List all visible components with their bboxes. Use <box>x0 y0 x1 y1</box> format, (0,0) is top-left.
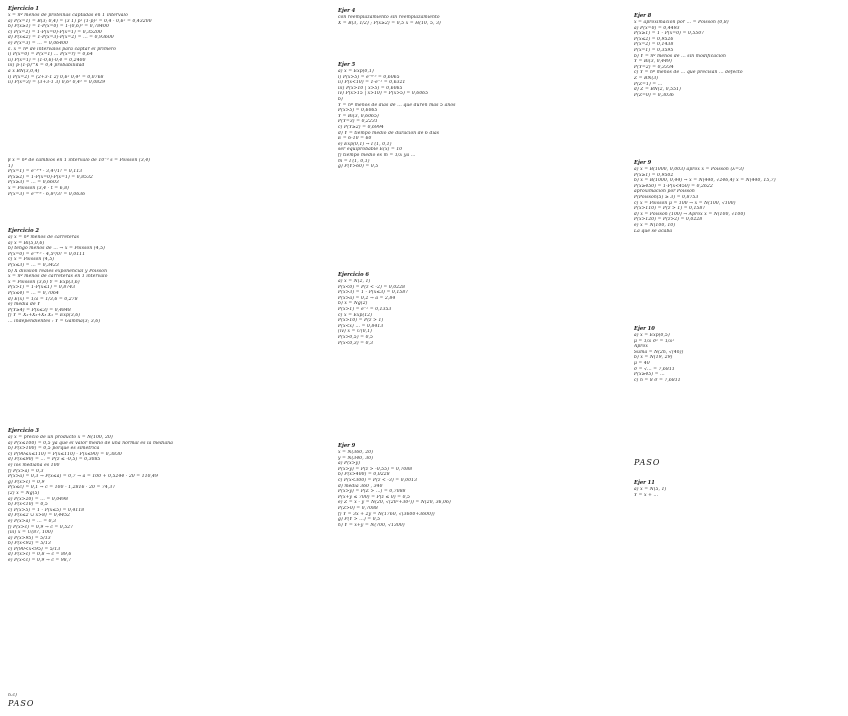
note-line: P(Z=0) = 0,3036 <box>634 92 674 98</box>
note-line: ii) P(x=1) = (1-0,6)·0,4 = 0,2400 <box>8 57 86 63</box>
note-line: P(x≥1) = 0,9502 <box>634 172 674 178</box>
exercise-block <box>8 158 308 197</box>
note-line: a) x = N(5, 1) <box>634 487 667 492</box>
exercise-block <box>8 6 308 86</box>
note-line: P(x≥1) = 1 - P(x=0) = 0,5507 <box>634 31 705 37</box>
note-line: P(Z>0) = 0,7088 <box>338 505 378 511</box>
note-line: P(x=0) = e⁻⁴'⁵ · 4,5⁰/0! = 0,0111 <box>8 251 86 257</box>
note-line: d) P(x>c) = 0,8 → c = 89,6 <box>8 552 72 558</box>
note-line: iii) p·(1-p)^k = 0,4 probabilidad <box>8 63 85 69</box>
note-line: d) Y = tiempo medio de duración de 6 días <box>338 130 440 136</box>
note-line: P(x≤2) = 0,9526 <box>634 36 674 42</box>
note-line: (iii) x = U(87, 100) <box>8 530 53 536</box>
note-line: P(x>y) = P(Z > ...) = 0,7088 <box>338 489 406 495</box>
note-line: f) P(x>a) = 0,3 <box>8 468 44 474</box>
exercise-heading: Ejer 8 <box>634 13 652 19</box>
note-line: x = nº menos de proteinas captadas en 1 intervalo <box>8 13 128 18</box>
note-line: P(x>a) = 0,2 → a = 2,84 <box>338 295 396 301</box>
note-line: a x BN(3,0,4) <box>8 68 40 74</box>
note-line: P(x>1) = e⁻² = 0,1353 <box>338 306 392 312</box>
note-line: ii) P(x<10) = 1-e⁻¹ = 0,6321 <box>338 80 406 86</box>
exercise-block <box>634 13 844 98</box>
note-line: ii) P(x=3) = (3+3-1 3) 0,6³ 0,4³ = 0,0829 <box>8 80 106 86</box>
note-line: P(x+y ≤ 700) = P(z ≤ 0) = 0,5 <box>338 494 411 500</box>
note-line: iii) P(x>10 | x>5) = 0,6065 <box>338 85 403 91</box>
exercise-block <box>338 443 628 528</box>
note-line: a) x = N(2, 1) <box>338 279 371 284</box>
note-line: c) P(Y≥2) = 0,6994 <box>338 124 384 130</box>
note-line: y = N(340, 30) <box>338 455 374 461</box>
note-line: P(x<x) ... = 0,8413 <box>338 323 384 329</box>
note-line: d) P(x≤2) = 1-P(x=3)-P(x=2) = ... = 0,93600 <box>8 35 114 41</box>
note-line: n.c) <box>8 693 17 698</box>
note-line: d) Z = BN(2, 0,551) <box>634 87 681 93</box>
note-line: E = 6·10 = 60 <box>338 136 372 142</box>
note-line: a) P(x>95) = 5/13 <box>8 535 51 541</box>
note-line: a) P(x≤100) = 0,5 ya que el valor medio de una normal es la mediana <box>8 440 174 446</box>
note-line: P(x≥2) = 1-P(x=0)-P(x=1) = 0,8532 <box>8 174 93 180</box>
note-line: P(Z=1) = ... <box>634 81 663 87</box>
note-line: d) P(x≤90) = ... = P(z ≤ -0,5) = 0,3085 <box>8 457 101 463</box>
note-line: x = Poisson (3,6) Y = Exp(3,6) <box>8 279 80 285</box>
exercise-block <box>634 326 844 383</box>
note-line: Z = BN(3) <box>634 75 659 81</box>
note-line: P(x=2) = 0,1438 <box>634 42 674 48</box>
note-line: x = aproximación por ... = Poisson (0,8) <box>634 20 729 25</box>
exercise-block <box>634 160 844 234</box>
note-line: P(x>10) = P(z > 1) <box>338 318 384 324</box>
note-line: i) P(x=2) = (2+3-1 2) 0,6² 0,4³ = 0,0768 <box>8 74 104 80</box>
note-line: iv) P(x>15 | x>10) = P(x>5) = 0,6065 <box>338 91 429 97</box>
note-line: μ = 40 <box>634 360 650 366</box>
note-line: b) x = B(1000, 0,44) → x = N(440, √246,4) x = N(440, 15,7) <box>634 178 776 184</box>
note-line: P(x>y) = P(z > -0,55) = 0,7088 <box>338 466 413 472</box>
note-line: c) x = Exp(12) <box>338 312 373 318</box>
exercise-heading: Ejercicio 6 <box>338 272 369 278</box>
note-line: P(Y=3) = 0,2231 <box>338 119 378 125</box>
note-line: g) P(Y > ...) = 0,5 <box>338 517 381 523</box>
note-line: e) Z = x - y = N(20, √(20²+30²)) = N(20, 36,06) <box>338 500 451 506</box>
exercise-block <box>338 272 628 346</box>
note-line: b) P(x<92) = 5/13 <box>8 541 51 547</box>
note-line: g) P(Y>60) = 0,5 <box>338 164 379 170</box>
note-line: d) x = Poisson (100) → Aprox x = N(100, √100) <box>634 211 746 217</box>
exercise-block <box>338 62 628 170</box>
pass-mark: PASO <box>8 698 35 708</box>
note-line: (iv) x = U(0,1) <box>338 329 373 335</box>
exercise-heading: Ejer 9 <box>338 443 356 449</box>
note-line: Y = nº menos de días de ... que duren más 5 años <box>338 102 456 108</box>
note-line: X = B(3, 1/2) ; P(x≥2) = 0,5 x = H(10, 5, 3) <box>338 20 441 26</box>
note-line: P(x=3) = e⁻⁶'⁸ · 6,8³/3! = 0,0636 <box>8 191 86 197</box>
note-line: x = Poisson (3,4 · t = 6,8) <box>8 185 70 191</box>
note-line: c) P(x=2) = 1-P(x=0)-P(x=1) = 0,35200 <box>8 29 102 35</box>
note-line: g) P(x>c) = 0,9 <box>8 479 45 485</box>
note-line: b) <box>338 96 343 102</box>
note-line: P(Y=2) = 0,3334 <box>634 64 674 70</box>
note-line: c) x = Poisson (4,5) <box>8 257 55 263</box>
note-line: f) P(x>c) = 0,9 → c = 0,527 <box>8 524 74 530</box>
note-line: a) P(x=1) = B(3; 0,4) = (3 1) p¹ (1-p)² = 0,4 · 0,6² = 0,43200 <box>8 18 152 24</box>
note-line: m = Γ(1, 0,1) <box>338 158 370 164</box>
note-line: a) P(x=0) = 0,4493 <box>634 25 680 31</box>
note-line: aproximación por Poisson <box>634 189 695 195</box>
note-line: f) Y = 3x + 2y = N(1760, √(3600+3600)) <box>338 511 435 517</box>
note-line: c) P(90<x<95) = 5/13 <box>8 546 61 552</box>
note-line: a) P(x>y) <box>338 461 361 467</box>
exercise-block <box>8 428 308 564</box>
note-line: Y = Bi(3, 0,6065) <box>338 113 379 119</box>
note-line: P(x>0,5) = 0,5 <box>338 334 374 340</box>
exercise-block <box>634 458 844 468</box>
note-line: P(x≥45) = ... <box>634 372 665 378</box>
exercise-heading: Ejer 5 <box>338 62 356 68</box>
note-line: x = N(360, 20) <box>338 450 374 455</box>
note-line: P(x<0) = P(z < -2) = 0,0228 <box>338 284 406 290</box>
note-line: Suma = N(2n, √(4n)) <box>634 349 684 355</box>
note-line: P(x≤4) = ... = 0,7064 <box>8 290 59 296</box>
note-line: c) n = 8 σ = 7,6811 <box>634 377 681 383</box>
note-line: b) x = N(19, 29) <box>634 355 673 361</box>
note-line: e) P(x>a) = ... = 0,3 <box>8 518 57 524</box>
note-line: P(x>1) = 1-P(x≤1) = 0,8743 <box>8 285 76 291</box>
note-line: x = nº menos de carreteras en 1 intervalo <box>8 274 108 280</box>
note-line: a) x = precio de un producto x = N(100, 20) <box>8 435 113 440</box>
note-line: b) P(x≥1) = 1-P(x=0) = 1-(0,6)³ = 0,78400 <box>8 24 110 30</box>
note-line: P(x≥450) = 1-P(x<450) = 0,2622 <box>634 183 713 189</box>
note-line: P(Poisson(5) ≥ 3) = 0,8753 <box>634 194 699 200</box>
note-line: b) P(x<10) = 0,5 <box>8 502 48 508</box>
note-line: P(x>120) = P(z>2) = 0,0228 <box>634 217 703 223</box>
note-line: (2) x = Ng(5) <box>8 490 40 496</box>
exercise-heading: Ejer 4 <box>338 8 356 14</box>
note-line: c) x = Poisson μ = 100 → x = N(100, √100) <box>634 200 736 206</box>
note-line: σ = √... = 7,6811 <box>634 366 675 372</box>
note-line: β x = nº de cambios en 1 intervalo de 10⁻³ s = Poisson (3,4) <box>8 158 151 163</box>
note-line: a) x = B(1000, 0,003) aprox x = Poisson (λ=3) <box>634 167 744 172</box>
note-line: f) Y = X₁+X₂+X₃ X₁ = Exp(3,6) <box>8 313 81 319</box>
note-line: e) media de Y <box>8 302 41 308</box>
note-line: d) P(x≤2 ∪ x>8) = 0,4452 <box>8 513 71 519</box>
note-line: P(x>a) = 0,3 → P(x≤a) = 0,7 → a = 100 + 0,5244 · 20 = 110,49 <box>8 474 159 480</box>
exercise-block <box>8 228 308 325</box>
note-line: a) x = Exp(0,5) <box>634 333 670 338</box>
note-line: P(x>3) = 1 - P(x≤3) = 0,1587 <box>338 290 409 296</box>
exercise-heading: Ejer 11 <box>634 480 655 486</box>
note-line: c) P(x>5) = 1 - P(x≤5) = 0,4118 <box>8 507 85 513</box>
note-line: a) x = nº menos de carreteras <box>8 235 80 240</box>
note-line: 1) <box>8 163 13 169</box>
note-line: P(x=1) = e⁻³'⁴ · 3,4¹/1! = 0,113 <box>8 169 83 175</box>
note-line: a) x = Exp(0,1) <box>338 69 374 74</box>
note-line: b) P(x>100) = 0,5 porque es simétrica <box>8 446 100 452</box>
note-line: P(x≤c) = 0,1 → c = 100 - 1,2816 · 20 = 74,37 <box>8 485 116 491</box>
exercise-heading: Ejercicio 2 <box>8 228 39 234</box>
note-line: P(x>110) = P(z > 1) = 0,1587 <box>634 206 706 212</box>
note-line: Y = Bi(3, 0,449) <box>634 59 672 65</box>
note-line: h) Y = x+y = N(700, √1300) <box>338 522 405 528</box>
note-line: La que se acaba <box>634 228 673 234</box>
note-line: e) Exp(0,1) → Γ(1, 0,1) <box>338 141 392 147</box>
note-line: b) tengo menos de ... → x = Poisson (4,5) <box>8 246 106 252</box>
note-line: ε. x = nº de intervalos para captar el primero <box>8 46 117 52</box>
note-line: Y = x + ... <box>634 492 659 498</box>
pass-mark: PASO <box>634 458 661 467</box>
exercise-heading: Ejer 10 <box>634 326 655 332</box>
note-line: μ = 1/λ σ² = 1/λ² <box>634 338 675 344</box>
exercise-block <box>338 8 628 26</box>
note-line: f) tiempo medio es m = 1/λ ya ... <box>338 152 416 158</box>
exercise-heading: Ejer 9 <box>634 160 652 166</box>
note-line: c) Y = nº menos de ... que precisan ... defecto <box>634 70 743 76</box>
note-line: c) P(x<300) = P(z < -3) = 0,0013 <box>338 477 418 483</box>
note-line: con reemplazamiento sin reemplazamiento <box>338 15 440 20</box>
exercise-block <box>634 480 844 498</box>
note-line: b) Y = nº menos de ... sin modificación <box>634 53 727 59</box>
note-line: d) media 360 , 340 <box>338 483 383 489</box>
note-line: P(Y≥4) = P(x≤3) = 0,4848 <box>8 307 71 313</box>
note-line: e) P(x=3) = ... = 0,06400 <box>8 40 69 46</box>
note-line: ... independientes : Y = Gamma(3; 3,6) <box>8 318 101 324</box>
note-line: P(x=1) = 0,3595 <box>634 47 674 53</box>
note-line: P(x≤3) = ... = 0,3423 <box>8 262 59 268</box>
note-line: e) los mediana es 100 <box>8 462 60 468</box>
note-line: b) X división reales exponencial y Poisson <box>8 268 108 274</box>
note-line: P(x<0,3) = 0,3 <box>338 340 374 346</box>
note-line: d) E(x) = 1/λ = 1/3,6 = 0,278 <box>8 296 78 302</box>
exercise-block <box>8 693 308 709</box>
note-line: i) P(x>5) = e⁻⁰'⁵ = 0,6065 <box>338 74 400 80</box>
note-line: a) x = Bi(5,0,6) <box>8 240 45 246</box>
exercise-heading: Ejercicio 1 <box>8 6 39 12</box>
note-line: P(x>5) = 0,6065 <box>338 108 378 114</box>
note-line: Aprox <box>634 344 648 350</box>
note-line: P(x≥3) = ... = 0,6603 <box>8 180 59 186</box>
note-line: i) P(x=0) = P(x=1) ... P(x=r) = 0,64 <box>8 52 93 58</box>
note-line: a) P(x>20) = ... = 0,0498 <box>8 496 69 502</box>
note-line: c) P(90≤x≤110) = P(x≤110) - P(x≤90) = 0,3830 <box>8 451 122 457</box>
note-line: b) x = Ng(2) <box>338 301 368 307</box>
note-line: e) P(x<c) = 0,9 → c = 98,7 <box>8 558 72 564</box>
exercise-heading: Ejercicio 3 <box>8 428 39 434</box>
note-line: e) x = N(100, 10) <box>634 222 676 228</box>
note-line: b) P(x>400) = 0,0228 <box>338 472 390 478</box>
note-line: ser equiprobable E(x) = 10 <box>338 147 403 153</box>
